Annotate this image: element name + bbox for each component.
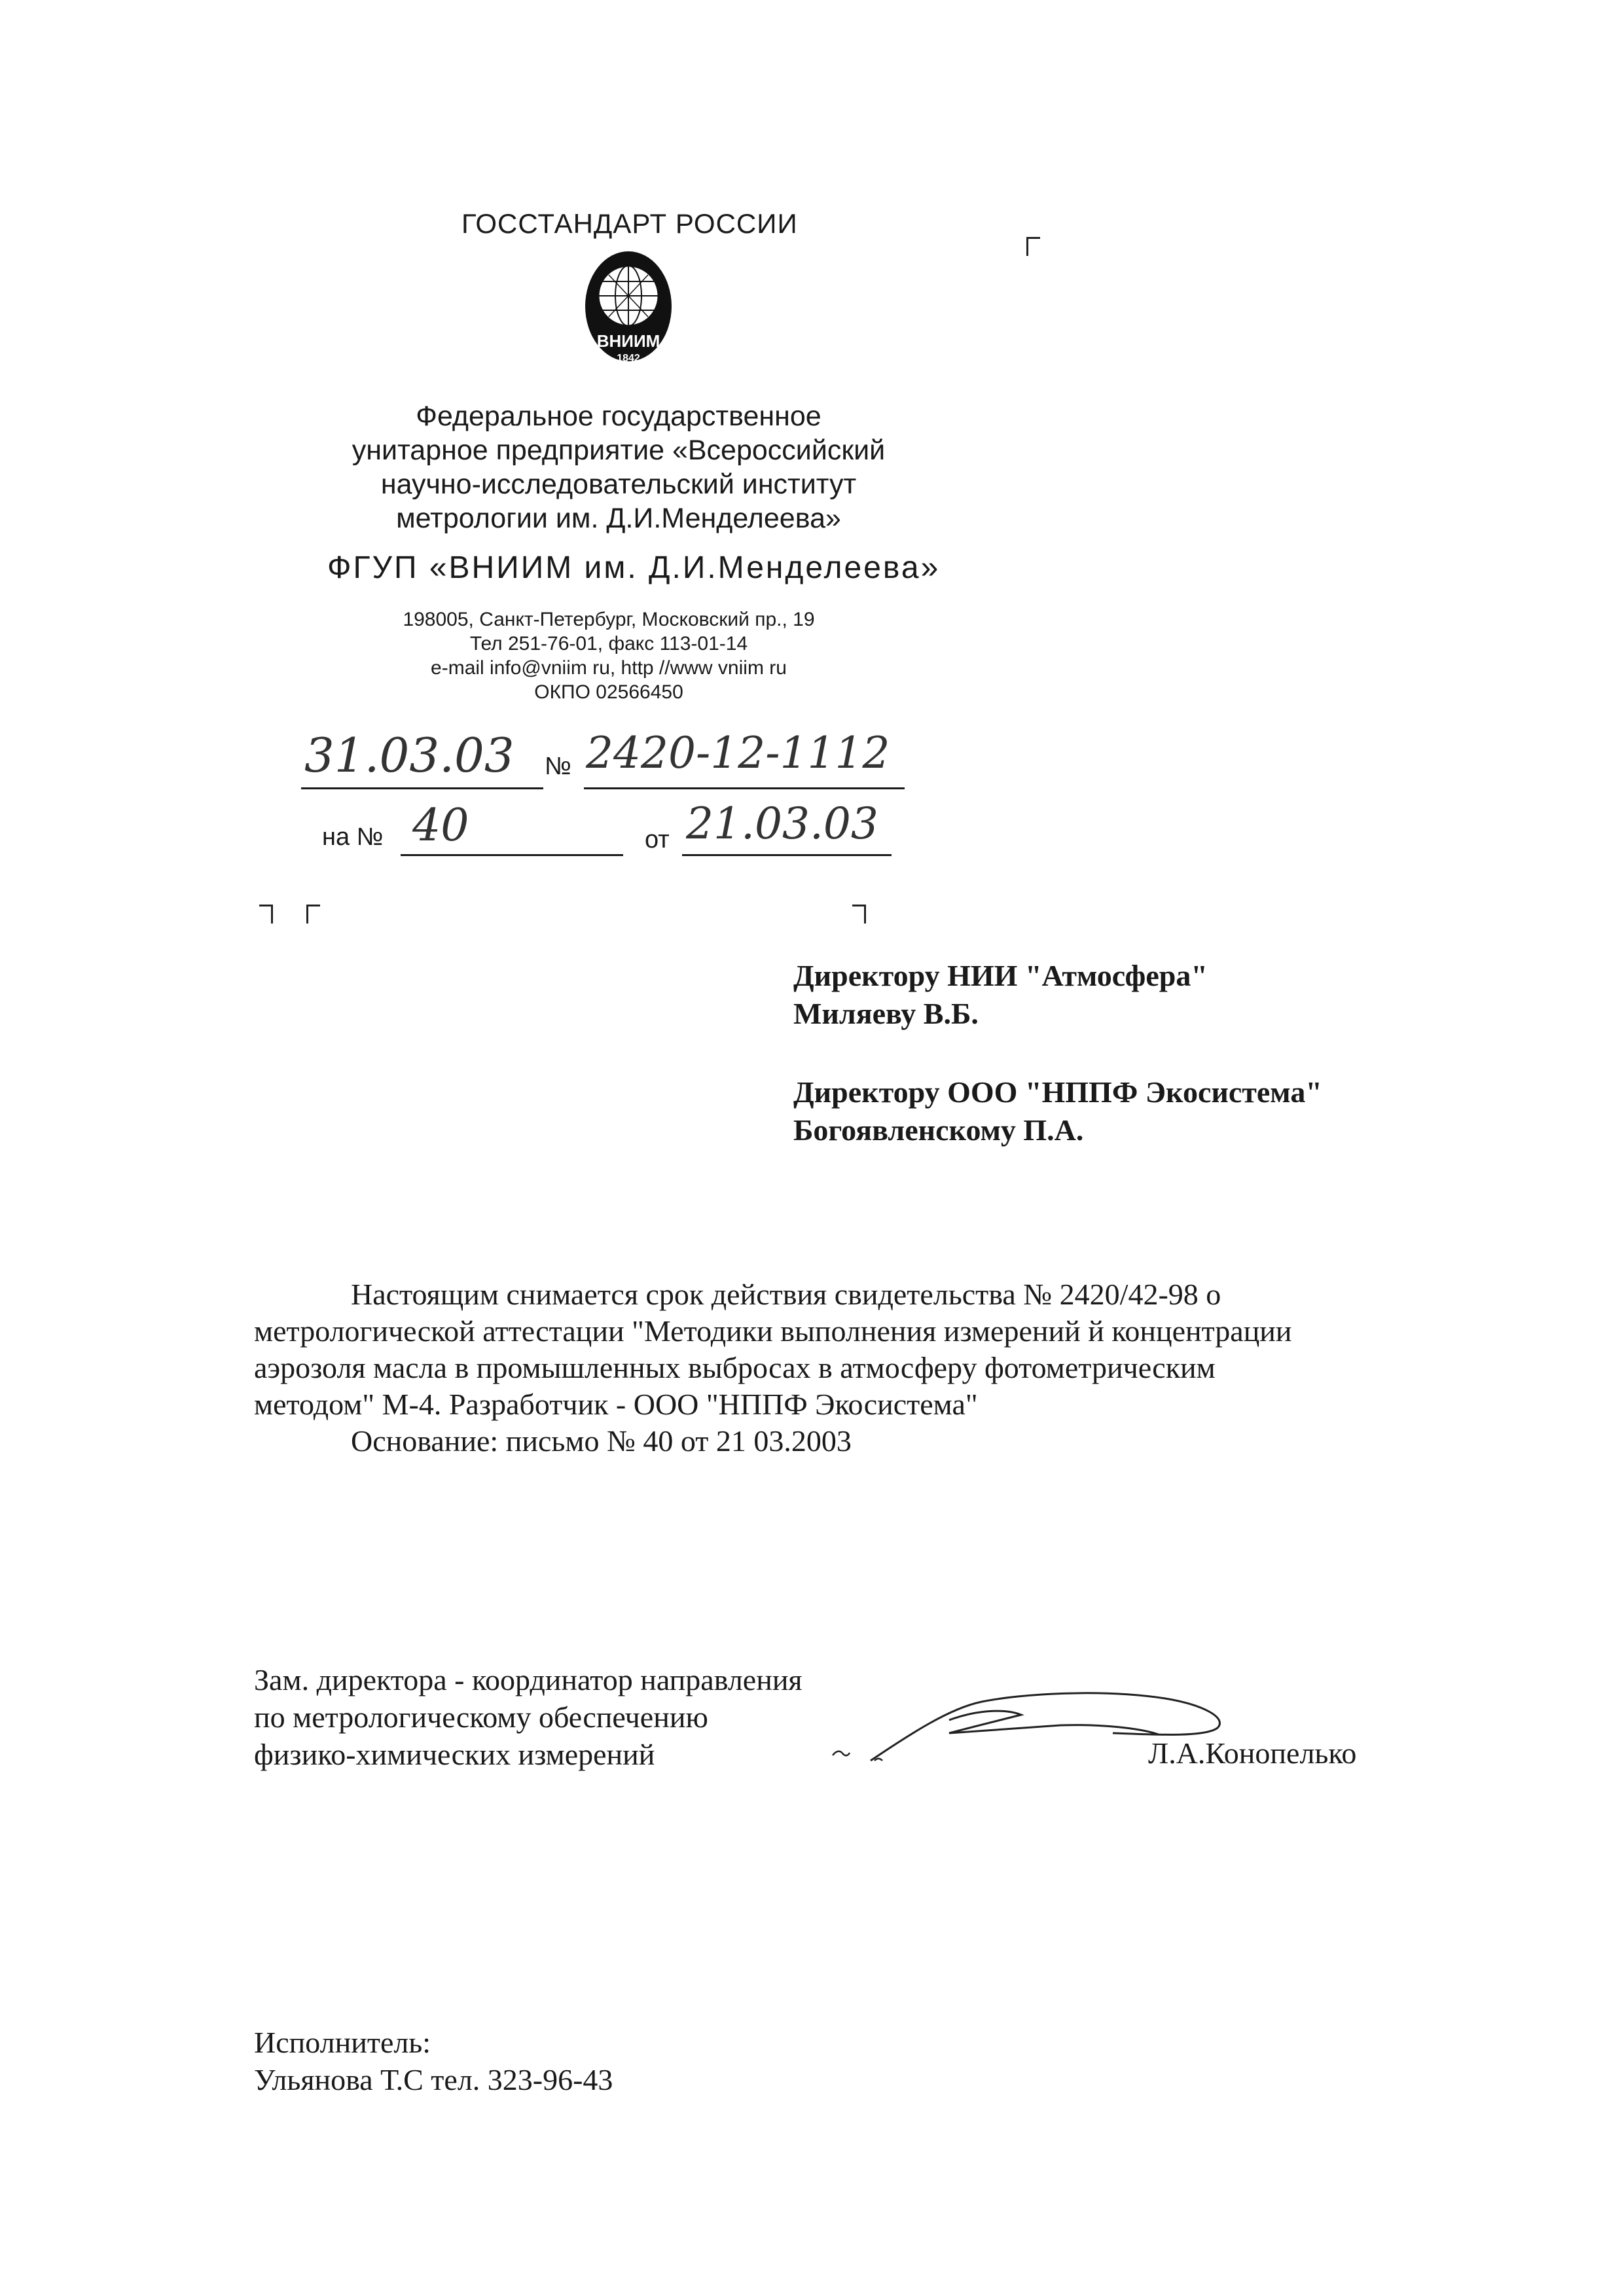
contact-phone: Тел 251-76-01, факс 113-01-14 [469,633,748,655]
logo-name: ВНИИМ [596,331,660,351]
address-window-corner [852,905,866,924]
outgoing-number: 2420-12-1112 [586,728,890,778]
from-label: от [645,826,670,853]
basis-line: Основание: письмо № 40 от 21 03.2003 [351,1424,852,1458]
number-underline [584,785,905,789]
date-underline [301,785,543,789]
addressee-title: Директору НИИ "Атмосфера" [793,959,1208,992]
executor-label: Исполнитель: [254,2026,431,2059]
signatory-line: по метрологическому обеспечению [254,1700,708,1734]
contact-okpo: ОКПО 02566450 [534,681,683,703]
signatory-name: Л.А.Конопелько [1148,1736,1357,1770]
org-short-name: ФГУП «ВНИИМ им. Д.И.Менделеева» [327,550,941,585]
number-label: № [545,753,571,780]
on-number-underline [401,852,623,856]
signature-mark [831,1749,851,1758]
executor-block [254,2024,613,2098]
contact-web: e-mail info@vniim ru, http //www vniim ru [431,657,787,679]
agency-name: ГОССТАНДАРТ РОССИИ [461,208,798,239]
addressee-title: Директору ООО "НППФ Экосистема" [793,1075,1322,1109]
body-line: Настоящим снимается срок действия свидетельства № 2420/42-98 о [351,1278,1221,1311]
body-line: аэрозоля масла в промышленных выбросах в атмосферу фотометрическим [254,1351,1216,1384]
org-line: метрологии им. Д.И.Менделеева» [396,503,841,534]
addressee-name: Миляеву В.Б. [793,997,979,1030]
incoming-number: 40 [412,800,469,852]
body-line: методом" М-4. Разработчик - ООО "НППФ Экосистема" [254,1388,978,1421]
addressee-1 [793,957,1208,1033]
from-underline [682,852,892,856]
org-full-name [314,399,923,535]
logo-year: 1842 [617,353,640,364]
addressee-2 [793,1073,1322,1149]
signatory-line: Зам. директора - координатор направления [254,1663,803,1696]
addressee-name: Богоявленскому П.А. [793,1113,1084,1147]
address-window-corner [259,905,273,924]
org-line: унитарное предприятие «Всероссийский [352,435,886,466]
body-paragraph [254,1276,1292,1460]
contacts-block [367,607,851,704]
contact-address: 198005, Санкт-Петербург, Московский пр., 19 [403,609,815,630]
signatory-title [254,1661,803,1773]
signatory-line: физико-химических измерений [254,1738,655,1771]
executor-contact: Ульянова Т.С тел. 323-96-43 [254,2063,613,2096]
address-window-corner [306,905,320,924]
incoming-date: 21.03.03 [686,798,878,849]
body-line: метрологической аттестации "Методики выполнения измерений й концентрации [254,1314,1292,1348]
address-window-corner [1026,237,1040,256]
vniim-logo [576,249,681,380]
on-number-label: на № [322,823,384,851]
outgoing-date: 31.03.03 [304,728,514,783]
org-line: Федеральное государственное [416,401,821,432]
org-line: научно-исследовательский институт [380,469,857,500]
